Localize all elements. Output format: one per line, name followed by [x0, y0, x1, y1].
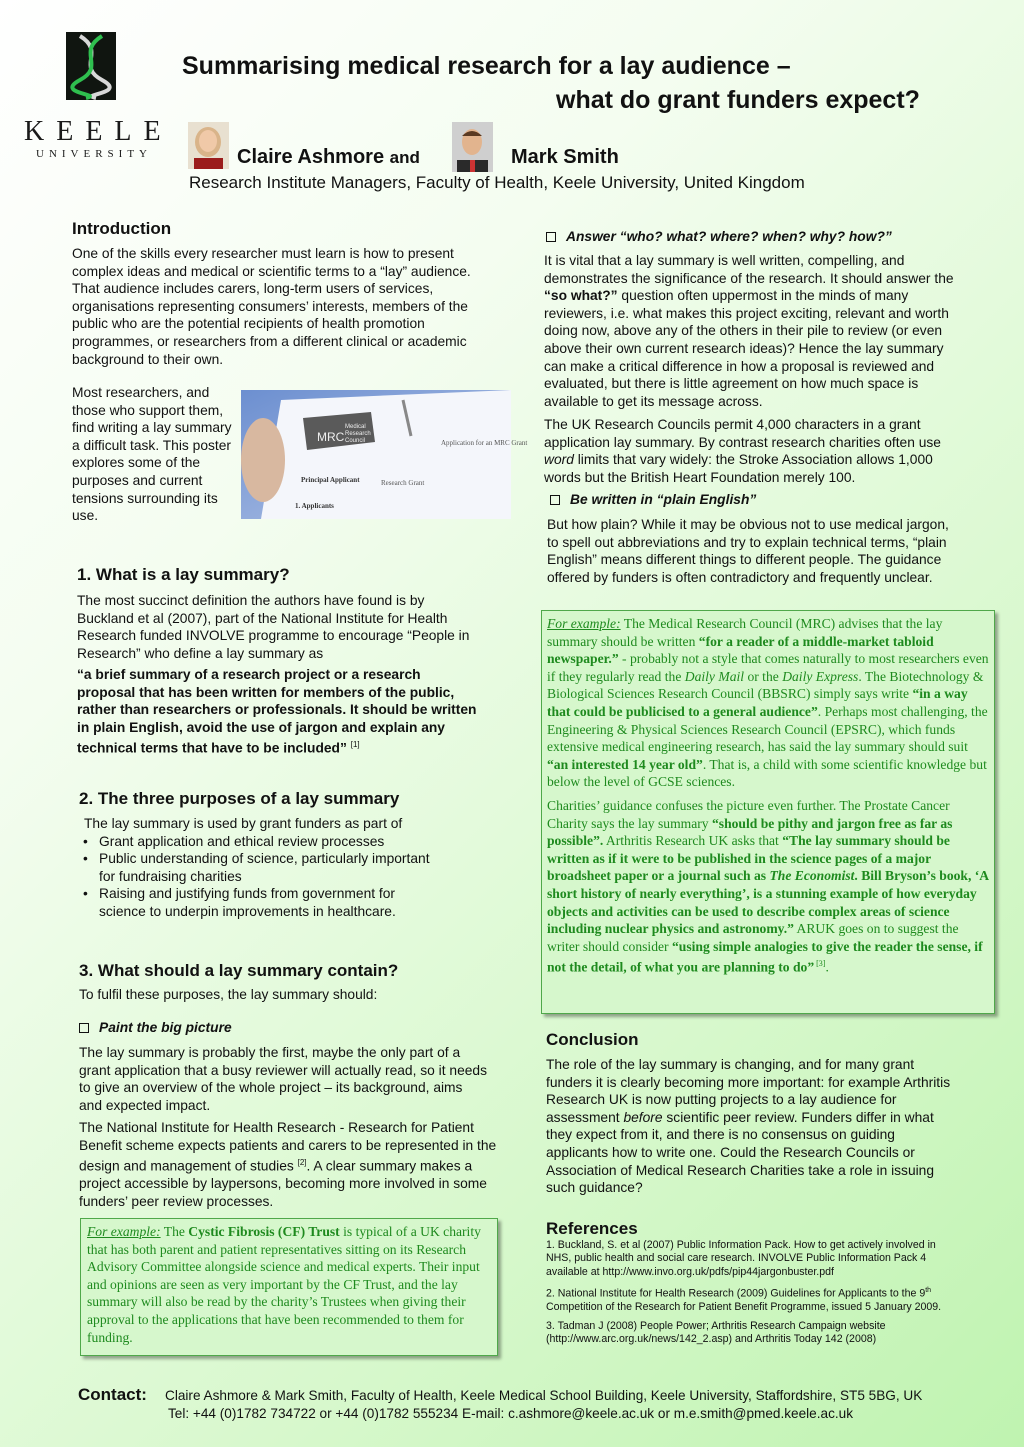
section3-intro: To fulfil these purposes, the lay summary should:	[79, 987, 378, 1002]
introduction-heading: Introduction	[72, 219, 172, 238]
box2-t2: - probably not a style that comes naturally to most researchers even if they regularly read the	[547, 651, 989, 684]
checkbox-bullet-icon	[79, 1023, 89, 1033]
references-list	[546, 1239, 956, 1346]
box2-t4: . The Biotechnology & Biological Sciences Research Council (BBSRC) simply says write	[547, 668, 984, 702]
section3-paragraph-1: The lay summary is probably the first, maybe the only part of a grant application that a busy reviewer will actually read, so it needs to give an overview of the whole project – its background, aims and expected impact.	[79, 1045, 487, 1113]
box2-bi1: The Economist	[769, 868, 855, 884]
box2-t3: or the	[744, 668, 783, 684]
cf-trust-example-box	[80, 1218, 498, 1356]
conclusion-c: scientific peer review. Funders differ in what they expect from it, and there is no consensus on guiding applicants how to write one. Could the Research Councils or Association of Medical Research Charities take a role in issuing such guidance?	[546, 1109, 935, 1196]
right-p2b: word	[544, 452, 574, 468]
section3-paragraph-2	[79, 1119, 504, 1211]
box1-bold: Cystic Fibrosis (CF) Trust	[188, 1224, 340, 1239]
box2-t5: . Perhaps most challenging, the Engineering & Physical Sciences Research Council (EPSRC), which funds extensive medical engineering research, has said the lay summary should suit	[547, 703, 988, 755]
right-paragraph-3: But how plain? While it may be obvious not to use medical jargon, to spell out abbreviations and try to explain technical terms, “plain English” means different things to different people. The guidance offered by funders is often contradictory and frequently unclear.	[547, 517, 949, 585]
photo-applicants-label: 1. Applicants	[295, 502, 334, 510]
photo-council-label: Medical Research Council	[345, 424, 371, 444]
conclusion-paragraph	[546, 1056, 956, 1197]
references-heading: References	[546, 1219, 638, 1238]
box2-b1: “for a reader of a middle-market tabloid newspaper.”	[547, 633, 934, 667]
poster-title-line2: what do grant funders expect?	[556, 86, 920, 114]
box2-t10: .	[825, 959, 829, 975]
logo-subtitle: UNIVERSITY	[36, 148, 152, 160]
contact-label: Contact:	[78, 1385, 147, 1404]
box2-ref: [3]	[814, 959, 826, 969]
box2-i1: Daily Mail	[684, 668, 745, 684]
photo-mrc-label: MRC	[317, 430, 345, 444]
funder-guidance-paragraph-2	[547, 797, 989, 976]
right-paragraph-2	[544, 416, 959, 486]
funder-guidance-paragraph-1	[547, 615, 989, 791]
section1-heading: 1. What is a lay summary?	[77, 565, 290, 584]
box2-t6: . That is, a child with some scientific knowledge but below the level of GCSE sciences.	[547, 756, 987, 790]
box2-b2: “in a way that could be publicised to a general audience”	[547, 686, 968, 719]
reference-item	[546, 1284, 956, 1314]
svg-text:Research Grant: Research Grant	[381, 479, 425, 487]
section1-paragraph: The most succinct definition the authors have found is by Buckland et al (2007), part of the National Institute for Health Research funded INVOLVE programme to encourage “People in Research” who define a lay summary as	[77, 593, 470, 661]
box2-t8: Arthritis Research UK asks that	[603, 833, 783, 849]
checkbox-bullet-icon	[550, 495, 560, 505]
author2-photo	[452, 122, 493, 172]
subheading-text: Be written in “plain English”	[570, 492, 757, 507]
keele-logo-emblem	[66, 32, 116, 100]
section2-heading: 2. The three purposes of a lay summary	[79, 789, 400, 808]
conclusion-a: The role of the lay summary is changing, and for many grant funders it is clearly becoming more important: for example Arthritis Research UK is now putting projects to a lay audience for assessment	[546, 1057, 951, 1125]
subheading-text: Answer “who? what? where? when? why? how?”	[566, 229, 892, 244]
box2-i2: Daily Express	[782, 668, 859, 684]
reference-item: 1. Buckland, S. et al (2007) Public Information Pack. How to get actively involved in NHS, public health and social care research. INVOLVE Public Information Pack 4 available at http://www.invo.org.uk/pdfs/pip44jargonbuster.pdf	[546, 1239, 936, 1278]
right-p2c: limits that vary widely: the Stroke Association allows 1,000 words but the British Heart Foundation merely 100.	[544, 452, 933, 485]
checkbox-bullet-icon	[546, 232, 556, 242]
right-p2a: The UK Research Councils permit 4,000 characters in a grant application lay summary. By contrast research charities often use	[544, 417, 941, 450]
author-line	[237, 146, 420, 169]
reference-item: 3. Tadman J (2008) People Power; Arthritis Research Campaign website (http://www.arc.org.uk/news/142_2.asp) and Arthritis Today 142 (2008)	[546, 1319, 886, 1345]
author1-name: Claire Ashmore	[237, 146, 385, 168]
poster-title-line1: Summarising medical research for a lay audience –	[182, 52, 791, 80]
section3-p2a: The National Institute for Health Research - Research for Patient Benefit scheme expects patients and carers to be represented in the design and management of studies	[79, 1120, 497, 1174]
author1-photo	[188, 122, 229, 169]
funder-guidance-example-box	[541, 610, 995, 1014]
dna-helix-icon	[66, 32, 116, 100]
subheading-plain-english	[550, 492, 756, 507]
author2-name: Mark Smith	[511, 146, 619, 168]
subheading-answer-questions	[546, 229, 892, 244]
photo-principal-label: Principal Applicant	[301, 476, 360, 484]
reference-2sup: th	[925, 1287, 932, 1295]
logo-wordmark: KEELE	[24, 116, 173, 147]
section3-ref: [2]	[297, 1158, 307, 1168]
keele-logo-text	[24, 116, 173, 160]
box2-b7: “using simple analogies to give the reader the sense, if not the detail, of what you are planning to do”	[547, 938, 983, 975]
box2-b5: “The lay summary should be written as if it were to be published in the science pages of a major broadsheet paper or a journal such as	[547, 833, 950, 884]
introduction-paragraph: One of the skills every researcher must learn is how to present complex ideas and medical or scientific terms to a “lay” audience. That audience includes carers, long-term users of services, organisations representing consumers’ interests, members of the public who are the potential recipients of health promotion programmes, or researchers from a different clinical or academic background to their own.	[72, 246, 471, 367]
purposes-list	[79, 833, 469, 921]
conclusion-heading: Conclusion	[546, 1030, 639, 1049]
example-label: For example:	[87, 1224, 161, 1239]
affiliation: Research Institute Managers, Faculty of Health, Keele University, United Kingdom	[189, 173, 805, 192]
contact-line-2: Tel: +44 (0)1782 734722 or +44 (0)1782 555234 E-mail: c.ashmore@keele.ac.uk or m.e.smith@pmed.keele.ac.uk	[168, 1406, 854, 1421]
right-paragraph-1	[544, 252, 959, 410]
purpose-item: • Public understanding of science, particularly important for fundraising charities	[79, 850, 439, 885]
subheading-text: Paint the big picture	[99, 1020, 232, 1035]
example-label: For example:	[547, 616, 621, 631]
box2-b6: . Bill Bryson’s book, ‘A short history of nearly everything’, is a stunning example of how everyday objects and activities can be used to describe complex areas of science including nuclear physics and astronomy.”	[547, 868, 989, 937]
reference-2b: Competition of the Research for Patient Benefit Programme, issued 5 January 2009.	[546, 1301, 942, 1314]
section3-heading: 3. What should a lay summary contain?	[79, 961, 399, 980]
box2-t9: ARUK goes on to suggest the writer should consider	[547, 921, 959, 954]
conclusion-b: before	[623, 1109, 663, 1125]
introduction-paragraph-2: Most researchers, and those who support them, find writing a lay summary a difficult task. This poster explores some of the purposes and current tensions surrounding its use.	[72, 385, 232, 524]
right-p1b: “so what?”	[544, 288, 618, 304]
box2-b4: “should be pithy and jargon free as far as possible”.	[547, 815, 953, 849]
box2-t7: Charities’ guidance confuses the picture even further. The Prostate Cancer Charity says the lay summary	[547, 797, 950, 831]
box2-t1: The Medical Research Council (MRC) advises that the lay summary should be written	[547, 616, 943, 649]
subheading-paint-big-picture	[79, 1020, 232, 1035]
section2-body	[79, 815, 469, 921]
author-and: and	[389, 148, 420, 167]
contact-line-1: Claire Ashmore & Mark Smith, Faculty of Health, Keele Medical School Building, Keele University, Staffordshire, ST5 5BG, UK	[165, 1388, 923, 1403]
grant-application-photo	[241, 390, 528, 519]
cf-trust-example-text	[87, 1223, 491, 1346]
svg-text:Application for an MRC Grant: Application for an MRC Grant	[441, 439, 528, 447]
box2-b3: “an interested 14 year old”	[547, 756, 703, 772]
box1-text-c: is typical of a UK charity that has both parent and patient representatives sitting on its Research Advisory Committee alongside science and medical experts. Their input and opinions are seen as very important by the CF Trust, and the lay summary will also be read by the charity’s Trustees when giving their approval to the applications that have been recommended to them for funding.	[87, 1224, 481, 1345]
section2-intro: The lay summary is used by grant funders as part of	[84, 816, 403, 831]
reference-2a: 2. National Institute for Health Research (2009) Guidelines for Applicants to the 9	[546, 1287, 926, 1300]
box1-text-a: The	[160, 1224, 189, 1239]
purpose-item: • Grant application and ethical review processes	[79, 833, 469, 851]
purpose-item: • Raising and justifying funds from government for science to underpin improvements in healthcare.	[79, 885, 419, 920]
section3-p2b: . A clear summary makes a project accessible by laypersons, becoming more involved in some funders’ peer review processes.	[79, 1158, 487, 1209]
right-p1c: question often uppermost in the minds of many reviewers, i.e. what makes this project exciting, relevant and worth doing now, above any of the others in their pile to review (or even above their own current research ideas)? Hence the lay summary can make a critical difference in how a proposal is reviewed and evaluated, but there is little agreement on how much space is available to get its message across.	[544, 288, 949, 409]
right-p1a: It is vital that a lay summary is well written, compelling, and demonstrates the significance of the research. It should answer the	[544, 253, 954, 286]
section1-ref: [1]	[350, 740, 360, 750]
section1-quote-text: “a brief summary of a research project or a research proposal that has been written for members of the public, rather than researchers or professionals. It should be written in plain English, avoid the use of jargon and explain any technical terms that have to be included”	[77, 667, 477, 756]
section1-quote	[77, 666, 482, 758]
